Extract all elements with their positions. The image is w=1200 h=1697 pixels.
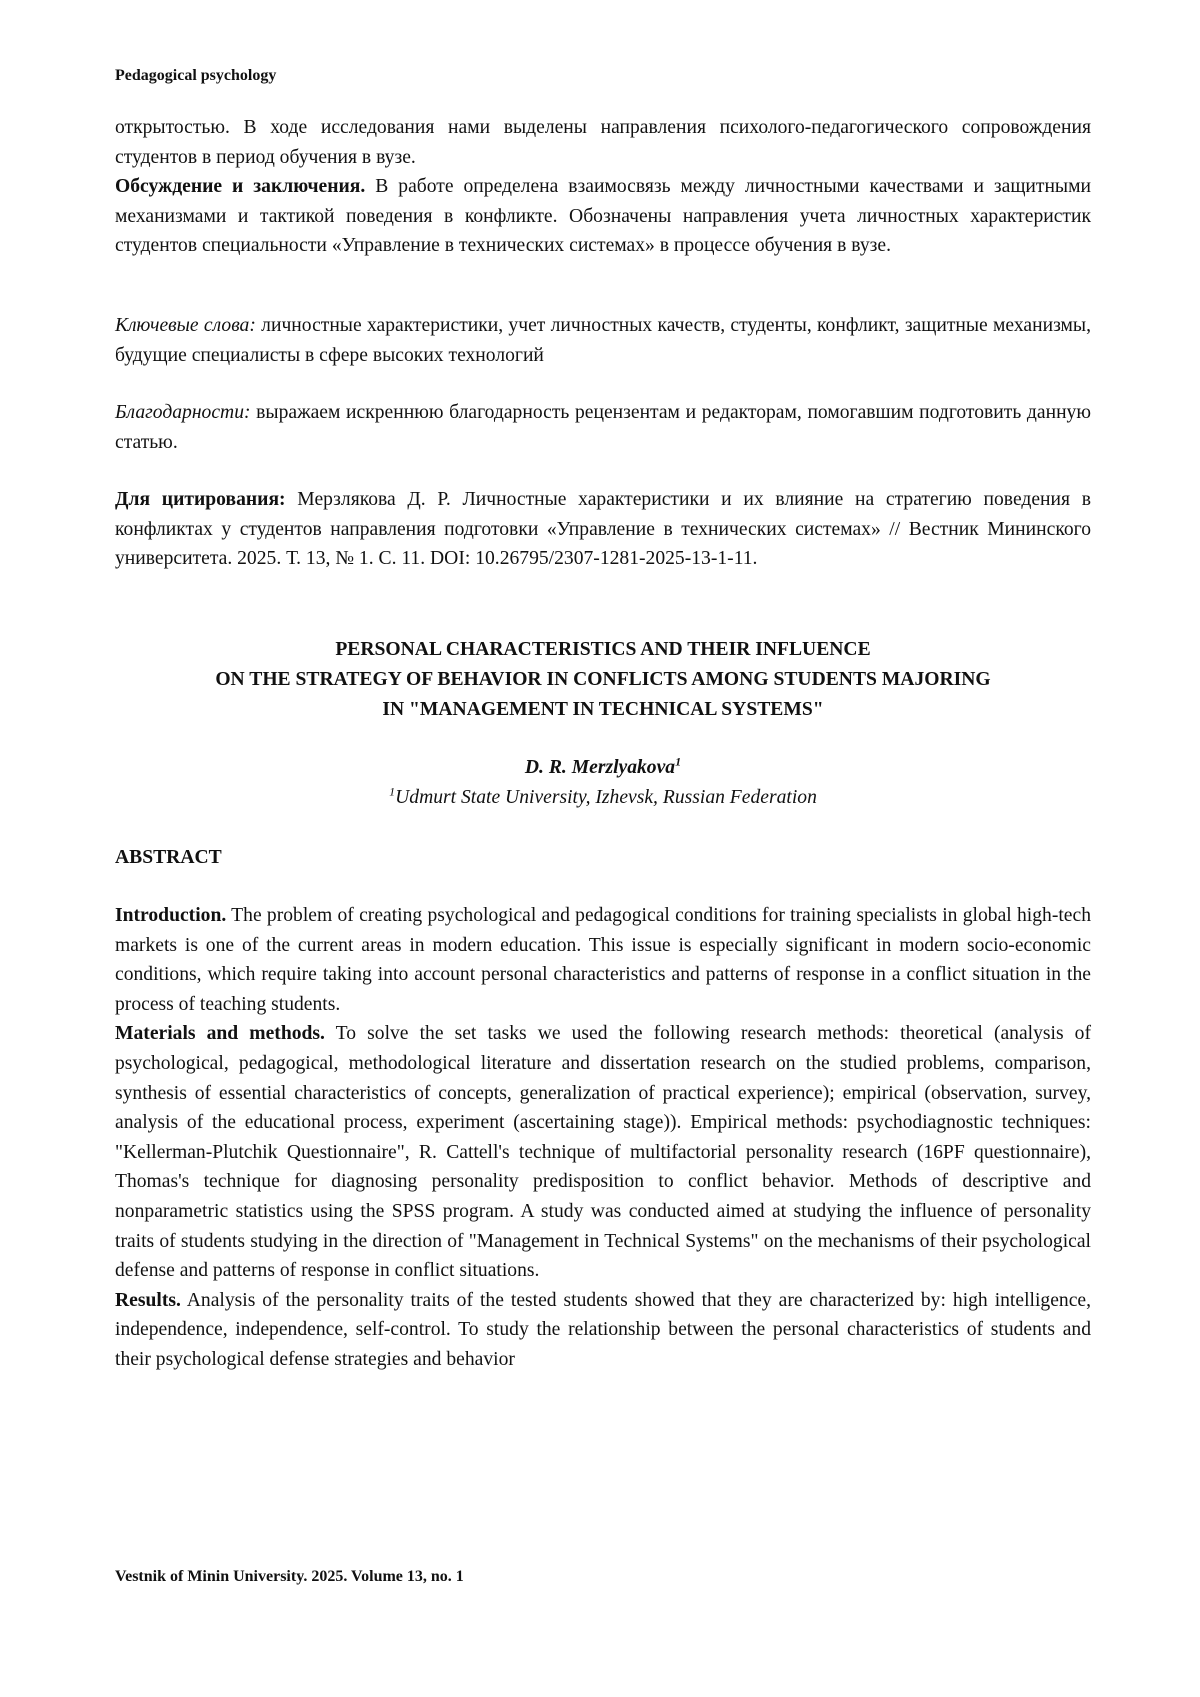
affiliation bbox=[115, 783, 1091, 813]
methods-paragraph bbox=[115, 1019, 1091, 1285]
author bbox=[115, 753, 1091, 783]
methods-label: Materials and methods. bbox=[115, 1023, 325, 1044]
en-abstract bbox=[115, 901, 1091, 1375]
results-text: Analysis of the personality traits of the tested students showed that they are characterized by: high intelligence, independence, independence, self-control. To study the relationship between the personal characteristics of students and their psychological defense strategies and behavior bbox=[115, 1290, 1091, 1370]
discussion-label: Обсуждение и заключения. bbox=[115, 176, 365, 197]
methods-text: To solve the set tasks we used the following research methods: theoretical (analysis of psychological, pedagogical, methodological literature and dissertation research on the studied problems, comparison, synthesis of essential characteristics of concepts, generalization of practical experience); empirical (observation, survey, analysis of the educational process, experiment (ascertaining stage)). Empirical methods: psychodiagnostic techniques: "Kellerman-Plutchik Questionnaire", R. Cattell's technique of multifactorial personality research (16PF questionnaire), Thomas's technique for diagnosing personality predisposition to conflict behavior. Methods of descriptive and nonparametric statistics using the SPSS program. A study was conducted aimed at studying the influence of personality traits of students studying in the direction of "Management in Technical Systems" on the mechanisms of their psychological defense and patterns of response in conflict situations. bbox=[115, 1023, 1091, 1281]
author-name: D. R. Merzlyakova bbox=[525, 757, 675, 778]
ru-abstract-continuation bbox=[115, 113, 1091, 261]
ru-acknowledgements bbox=[115, 398, 1091, 457]
intro-text: The problem of creating psychological and pedagogical conditions for training specialists in global high-tech markets is one of the current areas in modern education. This issue is especially significant in modern socio-economic conditions, which require taking into account personal characteristics and patterns of response in a conflict situation in the process of teaching students. bbox=[115, 905, 1091, 1015]
thanks-label: Благодарности: bbox=[115, 402, 251, 423]
results-paragraph bbox=[115, 1286, 1091, 1375]
running-footer: Vestnik of Minin University. 2025. Volume 13, no. 1 bbox=[115, 1568, 464, 1586]
en-title bbox=[115, 635, 1091, 725]
affiliation-text: Udmurt State University, Izhevsk, Russian Federation bbox=[395, 787, 817, 808]
intro-label: Introduction. bbox=[115, 905, 226, 926]
keywords-label: Ключевые слова: bbox=[115, 315, 256, 336]
ru-paragraph: открытостью. В ходе исследования нами выделены направления психолого-педагогического сопровождения студентов в период обучения в вузе. bbox=[115, 113, 1091, 172]
title-line: ON THE STRATEGY OF BEHAVIOR IN CONFLICTS AMONG STUDENTS MAJORING bbox=[115, 665, 1091, 695]
intro-paragraph bbox=[115, 901, 1091, 1019]
title-line: IN "MANAGEMENT IN TECHNICAL SYSTEMS" bbox=[115, 695, 1091, 725]
ru-discussion bbox=[115, 172, 1091, 261]
running-header: Pedagogical psychology bbox=[115, 67, 276, 85]
keywords-text: личностные характеристики, учет личностных качеств, студенты, конфликт, защитные механизмы, будущие специалисты в сфере высоких технологий bbox=[115, 315, 1091, 366]
title-line: PERSONAL CHARACTERISTICS AND THEIR INFLUENCE bbox=[115, 635, 1091, 665]
abstract-heading: ABSTRACT bbox=[115, 843, 1091, 873]
author-sup: 1 bbox=[675, 754, 681, 768]
citation-label: Для цитирования: bbox=[115, 489, 286, 510]
ru-citation bbox=[115, 485, 1091, 574]
thanks-text: выражаем искреннюю благодарность рецензентам и редакторам, помогавшим подготовить данную статью. bbox=[115, 402, 1091, 453]
discussion-text: В работе определена взаимосвязь между личностными качествами и защитными механизмами и тактикой поведения в конфликте. Обозначены направления учета личностных характеристик студентов специальности «Управление в технических системах» в процессе обучения в вузе. bbox=[115, 176, 1091, 256]
citation-text: Мерзлякова Д. Р. Личностные характеристики и их влияние на стратегию поведения в конфликтах у студентов направления подготовки «Управление в технических системах» // Вестник Мининского университета. 2025. Т. 13, № 1. С. 11. DOI: 10.26795/2307-1281-2025-13-1-11. bbox=[115, 489, 1091, 569]
affiliation-sup: 1 bbox=[389, 784, 395, 798]
ru-keywords bbox=[115, 311, 1091, 370]
author-block bbox=[115, 753, 1091, 812]
results-label: Results. bbox=[115, 1290, 181, 1311]
